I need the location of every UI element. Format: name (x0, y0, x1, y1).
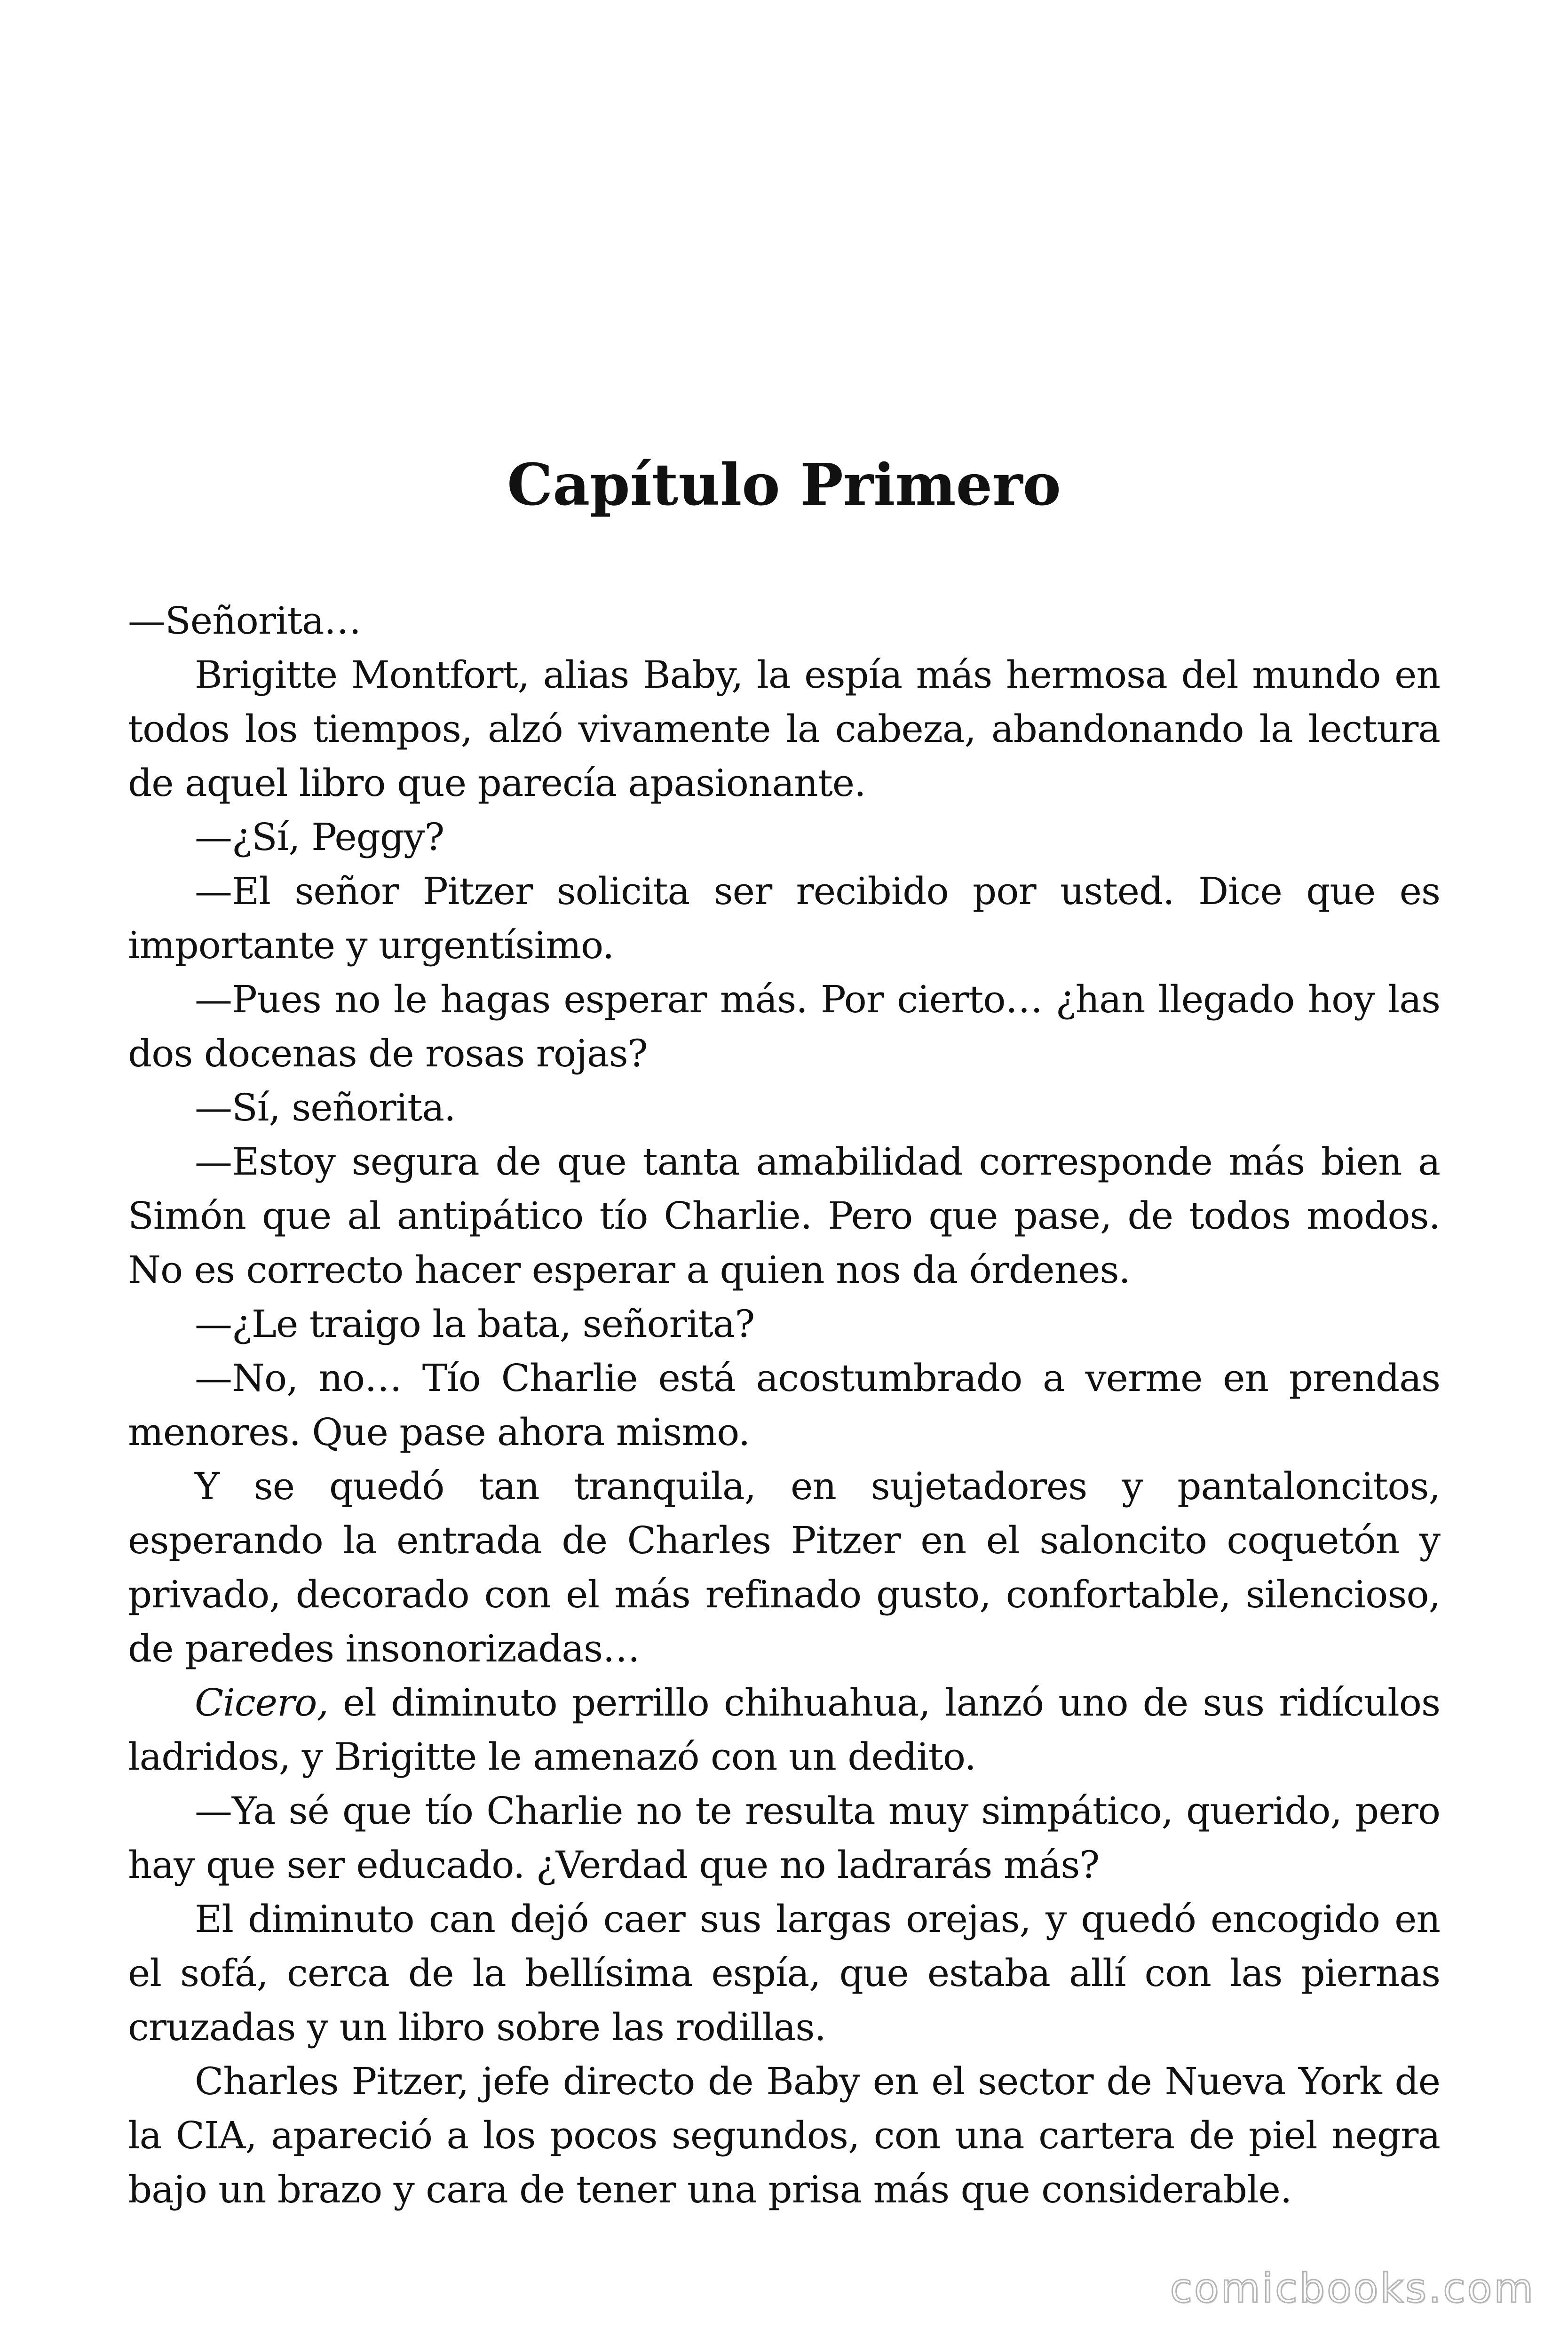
paragraph: Y se quedó tan tranquila, en sujetadores y pantaloncitos, esperando la entrada de Charles Pitzer en el saloncito coquetón y privado, decorado con el más refinado gusto, confortable, silencioso, de paredes insonorizadas… (128, 1464, 1440, 1670)
dog-name: Cicero, (195, 1681, 328, 1724)
paragraph (128, 1676, 1440, 1784)
paragraph-rest: el diminuto perrillo chihuahua, lanzó uno de sus ridículos ladridos, y Brigitte le amenazó con un dedito. (128, 1681, 1440, 1779)
paragraph: —Señorita… (128, 599, 361, 643)
paragraph: —Sí, señorita. (195, 1086, 456, 1129)
paragraph: —¿Le traigo la bata, señorita? (195, 1302, 755, 1346)
chapter-body (128, 594, 1440, 2217)
paragraph: Brigitte Montfort, alias Baby, la espía más hermosa del mundo en todos los tiempos, alzó vivamente la cabeza, abandonando la lectura de aquel libro que parecía apasionante. (128, 653, 1440, 805)
site-watermark: comicbooks.com (1170, 2265, 1535, 2312)
paragraph: —No, no… Tío Charlie está acostumbrado a verme en prendas menores. Que pase ahora mismo. (128, 1356, 1440, 1454)
paragraph: —Ya sé que tío Charlie no te resulta muy simpático, querido, pero hay que ser educado. ¿Verdad que no ladrarás más? (128, 1789, 1440, 1887)
paragraph: Charles Pitzer, jefe directo de Baby en el sector de Nueva York de la CIA, apareció a los pocos segundos, con una cartera de piel negra bajo un brazo y cara de tener una prisa más que considerable. (128, 2059, 1440, 2211)
paragraph: —¿Sí, Peggy? (195, 815, 444, 859)
paragraph: El diminuto can dejó caer sus largas orejas, y quedó encogido en el sofá, cerca de la bellísima espía, que estaba allí con las piernas cruzadas y un libro sobre las rodillas. (128, 1897, 1440, 2049)
chapter-title: Capítulo Primero (507, 451, 1061, 518)
paragraph: —Pues no le hagas esperar más. Por cierto… ¿han llegado hoy las dos docenas de rosas rojas? (128, 977, 1440, 1075)
paragraph: —El señor Pitzer solicita ser recibido por usted. Dice que es importante y urgentísimo. (128, 869, 1440, 967)
paragraph: —Estoy segura de que tanta amabilidad corresponde más bien a Simón que al antipático tío Charlie. Pero que pase, de todos modos. No es correcto hacer esperar a quien nos da órdenes. (128, 1140, 1440, 1292)
